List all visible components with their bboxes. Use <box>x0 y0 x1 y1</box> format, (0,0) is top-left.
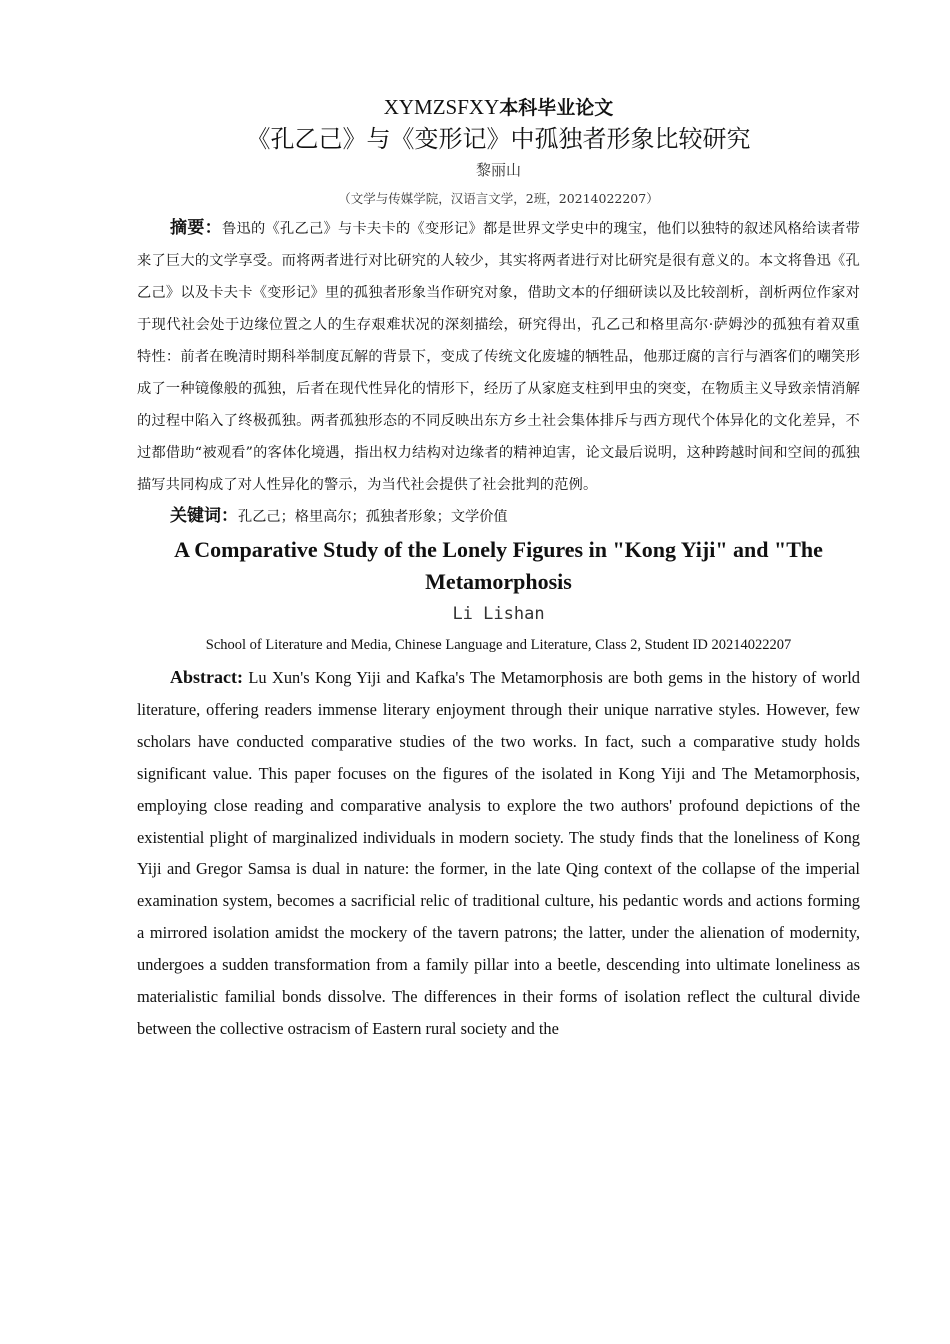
english-abstract <box>137 662 860 1045</box>
english-affiliation: School of Literature and Media, Chinese Language and Literature, Class 2, Student ID 20214022207 <box>205 637 792 653</box>
chinese-title: 《孔乙己》与《变形记》中孤独者形象比较研究 <box>246 125 751 153</box>
paper-page <box>137 92 860 1045</box>
chinese-affiliation: （文学与传媒学院，汉语言文学，2班，20214022207） <box>338 191 659 206</box>
chinese-keywords <box>137 501 860 532</box>
thesis-type-label: 本科毕业论文 <box>499 97 614 119</box>
chinese-keywords-label: 关键词： <box>170 506 238 526</box>
english-author: Li Lishan <box>452 604 545 624</box>
chinese-author: 黎丽山 <box>475 161 521 179</box>
english-title: A Comparative Study of the Lonely Figures in "Kong Yiji" and "The Metamorphosis <box>174 537 823 594</box>
english-abstract-label: Abstract: <box>170 667 243 687</box>
school-code: XYMZSFXY <box>383 95 500 119</box>
english-abstract-text: Lu Xun's Kong Yiji and Kafka's The Metamorphosis are both gems in the history of world literature, offering readers immense literary enjoyment through their unique narrative styles. However, few scholars have conducted comparative studies of the two works. In fact, such a comparative study holds significant value. This paper focuses on the figures of the isolated in Kong Yiji and The Metamorphosis, employing close reading and comparative analysis to explore the two authors' profound depictions of the existential plight of marginalized individuals in modern society. The study finds that the loneliness of Kong Yiji and Gregor Samsa is dual in nature: the former, in the late Qing context of the collapse of the imperial examination system, becomes a sacrificial relic of traditional culture, his pedantic words and actions forming a mirrored isolation amidst the mockery of the tavern patrons; the latter, under the alienation of modernity, undergoes a sudden transformation from a family pillar into a beetle, descending into ultimate loneliness as materialistic familial bonds dissolve. The differences in their forms of isolation reflect the cultural divide between the collective ostracism of Eastern rural society and the <box>137 668 860 1038</box>
chinese-abstract-text: 鲁迅的《孔乙己》与卡夫卡的《变形记》都是世界文学史中的瑰宝，他们以独特的叙述风格给读者带来了巨大的文学享受。而将两者进行对比研究的人较少，其实将两者进行对比研究是很有意义的。本文将鲁迅《孔乙己》以及卡夫卡《变形记》里的孤独者形象当作研究对象，借助文本的仔细研读以及比较剖析，剖析两位作家对于现代社会处于边缘位置之人的生存艰难状况的深刻描绘，研究得出，孔乙己和格里高尔·萨姆沙的孤独有着双重特性：前者在晚清时期科举制度瓦解的背景下，变成了传统文化废墟的牺牲品，他那迂腐的言行与酒客们的嘲笑形成了一种镜像般的孤独，后者在现代性异化的情形下，经历了从家庭支柱到甲虫的突变，在物质主义导致亲情消解的过程中陷入了终极孤独。两者孤独形态的不同反映出东方乡土社会集体排斥与西方现代个体异化的文化差异，不过都借助“被观看”的客体化境遇，指出权力结构对边缘者的精神迫害，论文最后说明，这种跨越时间和空间的孤独描写共同构成了对人性异化的警示，为当代社会提供了社会批判的范例。 <box>137 221 860 493</box>
chinese-keywords-text: 孔乙己；格里高尔；孤独者形象；文学价值 <box>238 509 508 525</box>
document-header <box>137 92 860 122</box>
chinese-abstract-label: 摘要： <box>170 218 222 238</box>
chinese-abstract <box>137 212 860 501</box>
